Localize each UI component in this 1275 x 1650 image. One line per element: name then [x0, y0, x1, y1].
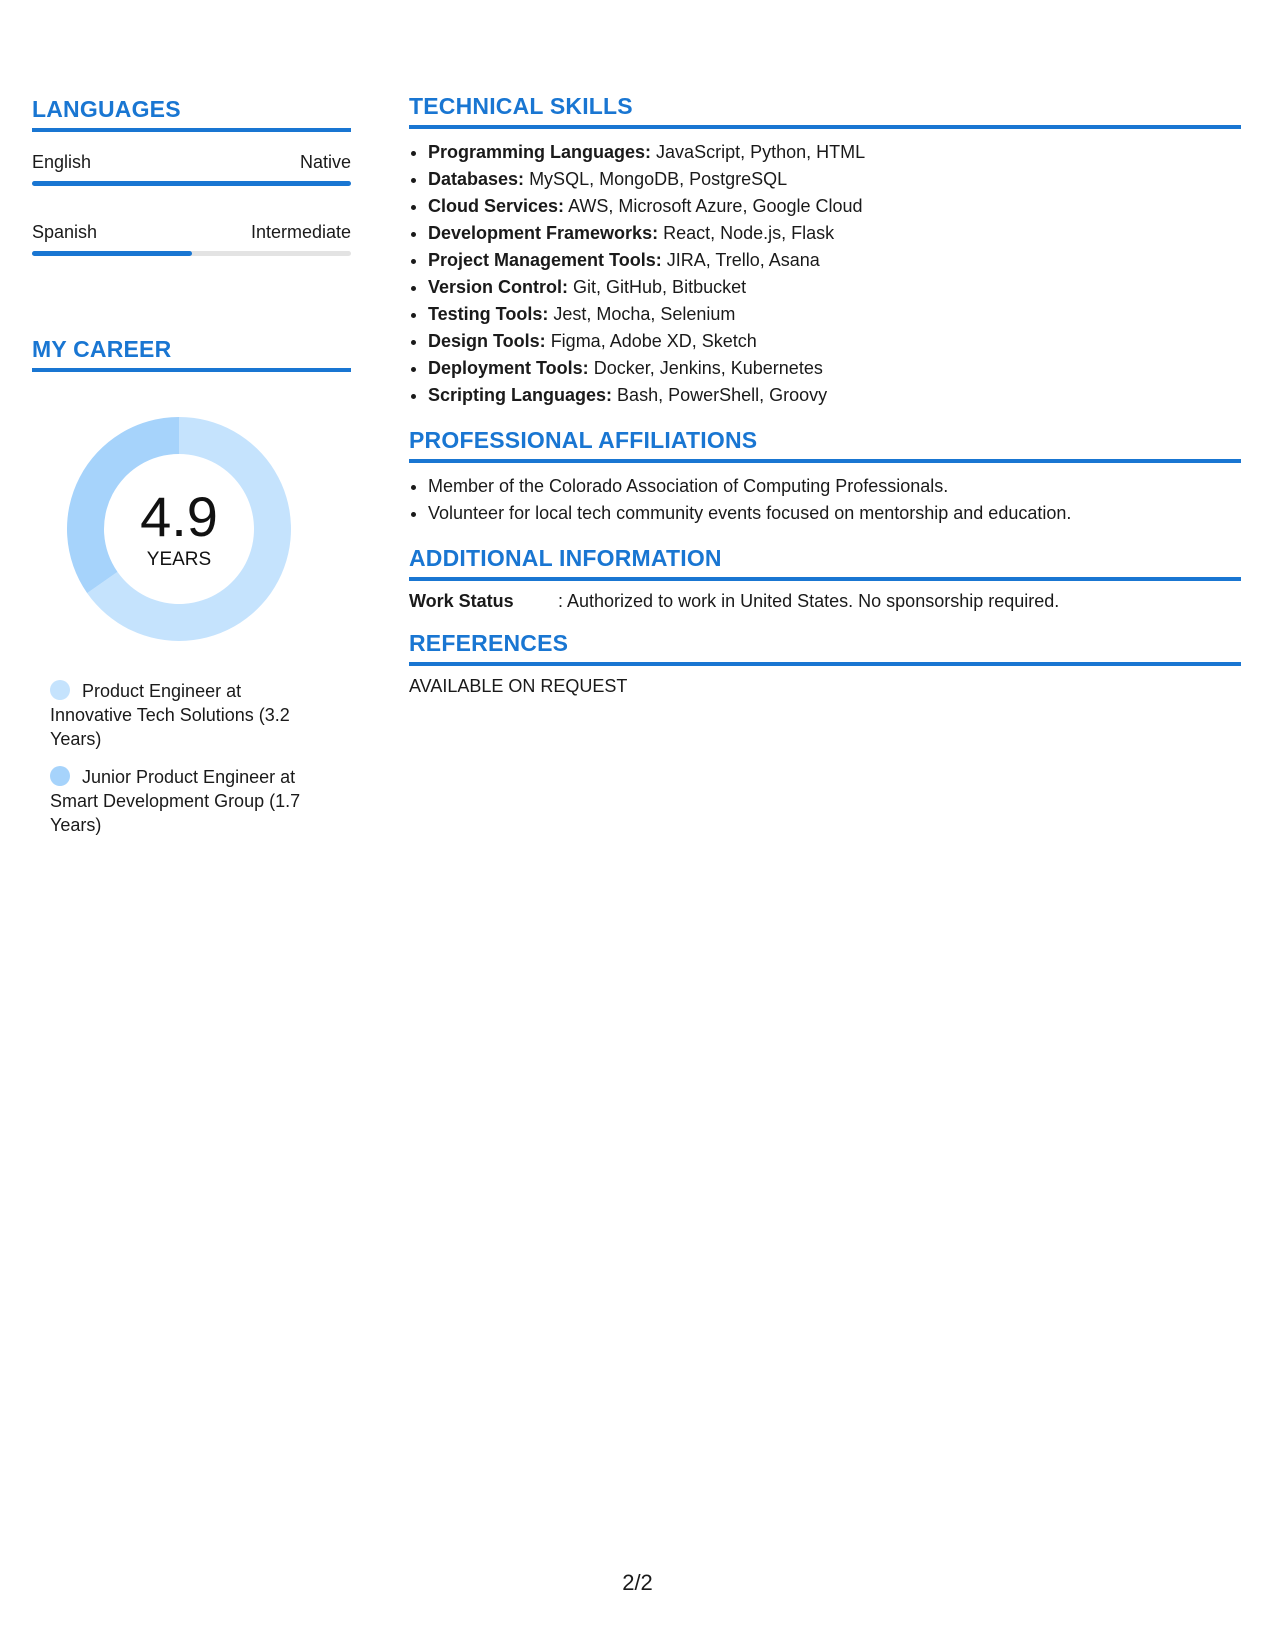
skill-item [428, 193, 1241, 220]
skill-item [428, 382, 1241, 409]
skill-item [428, 139, 1241, 166]
language-proficiency-bar [32, 181, 351, 186]
language-proficiency-bar [32, 251, 351, 256]
career-legend [50, 679, 320, 837]
right-column [409, 93, 1241, 697]
affiliations-list [409, 473, 1241, 527]
language-item [32, 222, 351, 256]
skill-label: Design Tools: [428, 331, 546, 351]
legend-item [50, 765, 320, 837]
work-status-row [409, 591, 1241, 612]
language-name: Spanish [32, 222, 98, 242]
skill-value: MySQL, MongoDB, PostgreSQL [529, 169, 788, 189]
references-text: AVAILABLE ON REQUEST [409, 676, 628, 696]
language-level: Intermediate [250, 222, 351, 242]
skill-value: React, Node.js, Flask [663, 223, 835, 243]
language-row [32, 222, 351, 243]
references-section [409, 630, 1241, 697]
donut-center [67, 417, 291, 641]
skill-item [428, 328, 1241, 355]
language-proficiency-fill [32, 251, 192, 256]
work-status-label: Work Status [409, 591, 514, 611]
languages-section [32, 96, 351, 256]
language-level: Native [299, 152, 351, 172]
skill-label: Development Frameworks: [428, 223, 659, 243]
legend-label: Junior Product Engineer at Smart Development Group (1.7 Years) [50, 767, 301, 835]
skill-label: Project Management Tools: [428, 250, 662, 270]
affiliation-item: • Volunteer for local tech community events focused on mentorship and education. [428, 500, 1241, 527]
skill-value: Git, GitHub, Bitbucket [573, 277, 747, 297]
references-title: REFERENCES [409, 630, 1241, 666]
skill-label: Deployment Tools: [428, 358, 589, 378]
skill-label: Databases: [428, 169, 525, 189]
career-total-years: 4.9 [140, 485, 218, 548]
page-number: 2/2 [622, 1570, 653, 1595]
skill-value: Docker, Jenkins, Kubernetes [593, 358, 823, 378]
skill-item [428, 166, 1241, 193]
additional-info-section [409, 545, 1241, 612]
skill-value: JIRA, Trello, Asana [666, 250, 820, 270]
additional-info-title: ADDITIONAL INFORMATION [409, 545, 1241, 581]
affiliations-section [409, 427, 1241, 527]
skill-item [428, 247, 1241, 274]
skill-value: Bash, PowerShell, Groovy [617, 385, 828, 405]
legend-dot-icon [50, 766, 70, 786]
language-name: English [32, 152, 92, 172]
skill-item [428, 220, 1241, 247]
skill-label: Scripting Languages: [428, 385, 613, 405]
affiliations-title: PROFESSIONAL AFFILIATIONS [409, 427, 1241, 463]
career-section [32, 336, 351, 837]
legend-label: Product Engineer at Innovative Tech Solutions (3.2 Years) [50, 681, 290, 749]
skill-label: Testing Tools: [428, 304, 549, 324]
skill-label: Cloud Services: [428, 196, 565, 216]
technical-skills-title: TECHNICAL SKILLS [409, 93, 1241, 129]
skill-item [428, 355, 1241, 382]
legend-dot-icon [50, 680, 70, 700]
language-proficiency-fill [32, 181, 351, 186]
skill-value: Jest, Mocha, Selenium [553, 304, 736, 324]
skill-label: Programming Languages: [428, 142, 652, 162]
skill-item [428, 274, 1241, 301]
legend-item [50, 679, 320, 751]
language-row [32, 152, 351, 173]
skill-value: Figma, Adobe XD, Sketch [550, 331, 757, 351]
skill-label: Version Control: [428, 277, 569, 297]
career-total-unit: YEARS [146, 549, 212, 570]
skill-item [428, 301, 1241, 328]
skill-value: JavaScript, Python, HTML [656, 142, 866, 162]
work-status-value: : Authorized to work in United States. No sponsorship required. [558, 591, 1060, 611]
language-item [32, 152, 351, 186]
technical-skills-list [409, 139, 1241, 409]
left-column [32, 96, 351, 851]
affiliation-item: • Member of the Colorado Association of Computing Professionals. [428, 473, 1241, 500]
languages-title: LANGUAGES [32, 96, 351, 132]
technical-skills-section [409, 93, 1241, 409]
career-donut-chart [67, 417, 291, 641]
skill-value: AWS, Microsoft Azure, Google Cloud [568, 196, 863, 216]
career-title: MY CAREER [32, 336, 351, 372]
